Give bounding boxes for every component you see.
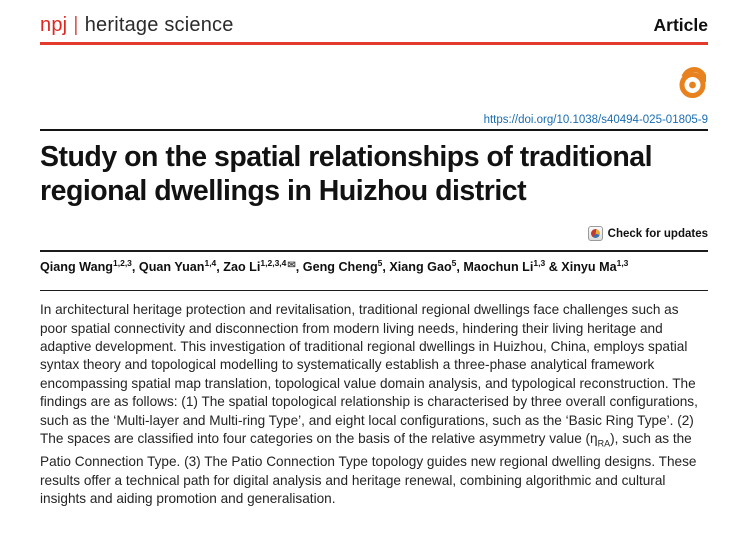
doi-link[interactable]: https://doi.org/10.1038/s40494-025-01805-9 — [483, 114, 708, 126]
author-affiliations: 1,2,3 — [113, 257, 132, 268]
check-for-updates-label: Check for updates — [607, 227, 708, 240]
journal-brand-npj: npj — [40, 14, 68, 36]
email-icon[interactable]: ✉ — [287, 259, 296, 271]
journal-name: heritage science — [84, 14, 234, 36]
journal-logo[interactable] — [40, 14, 234, 37]
doi-row — [40, 114, 708, 126]
open-access-row — [40, 56, 708, 99]
check-for-updates-button[interactable] — [40, 226, 708, 241]
author — [463, 257, 546, 274]
author-affiliations: 1,4 — [204, 257, 217, 268]
abstract-part-2: ), such as the Patio Connection Type. (3) The Patio Connection Type topology guides new regional dwelling designs. These results offer a technical path for digital analysis and heritage renewal, combining algorithmic and cultural insights and aiding promotion and generalisation. — [40, 431, 697, 506]
author-name: Xiang Gao — [389, 259, 452, 274]
rule-below-authors — [40, 290, 708, 292]
author-name: Zao Li — [223, 259, 261, 274]
rule-above-authors — [40, 250, 708, 252]
author-affiliations: 1,3 — [616, 257, 629, 268]
article-type-label: Article — [653, 15, 708, 35]
abstract-subscript: RA — [597, 438, 611, 449]
author — [138, 257, 217, 274]
author-affiliations: 1,3 — [533, 257, 546, 268]
author-affiliations: 5 — [377, 257, 383, 268]
author-name: Quan Yuan — [138, 259, 205, 274]
author-name: Xinyu Ma — [561, 259, 617, 274]
author-name: Qiang Wang — [40, 259, 113, 274]
rule-below-doi — [40, 129, 708, 131]
author-name: Maochun Li — [463, 259, 534, 274]
author — [561, 257, 629, 274]
author — [223, 257, 296, 274]
crossmark-pie-icon — [591, 229, 600, 238]
header-red-rule — [40, 42, 708, 45]
abstract-part-1: In architectural heritage protection and revitalisation, traditional regional dwellings face challenges such as poor spatial connectivity and disconnection from modern living needs, hindering their living heritage and adaptive development. This investigation of traditional regional dwellings in Huizhou, China, employs spatial syntax theory and topological modelling to systematically establish a three-phase analytical framework encompassing spatial map translation, topological value domain analysis, and typological reconstruction. The findings are as follows: (1) The spatial topological relationship is characterised by three overall configurations, such as the ‘Multi-layer and Multi-ring Type’, and eight local configurations, such as the ‘Basic Ring Type’. (2) The spaces are classified into four categories on the basis of the relative asymmetry value (η — [40, 302, 698, 447]
article-title: Study on the spatial relationships of traditional regional dwellings in Huizhou district — [40, 141, 653, 207]
journal-brand-divider: | — [73, 14, 79, 36]
author-list: Qiang Wang$^{1,2,3}$, Quan Yuan$^{1,4}$, Zao $Li^{1,2,3,4✉}$, Geng Cheng$^5$, Xiang Gao$^5$, Maochun Li$^{1,3}$ & Xinyu Ma$^{1,3}$ — [40, 257, 629, 274]
author-name: Geng Cheng — [302, 259, 378, 274]
crossmark-icon — [588, 226, 603, 241]
author — [389, 257, 457, 274]
journal-header — [40, 14, 708, 37]
author-affiliations: 5 — [451, 257, 457, 268]
author — [40, 257, 132, 274]
author — [302, 257, 383, 274]
author-affiliations: 1,2,3,4 — [260, 257, 287, 268]
abstract-text — [40, 301, 708, 508]
page-content — [40, 14, 708, 508]
open-access-icon — [677, 56, 708, 99]
